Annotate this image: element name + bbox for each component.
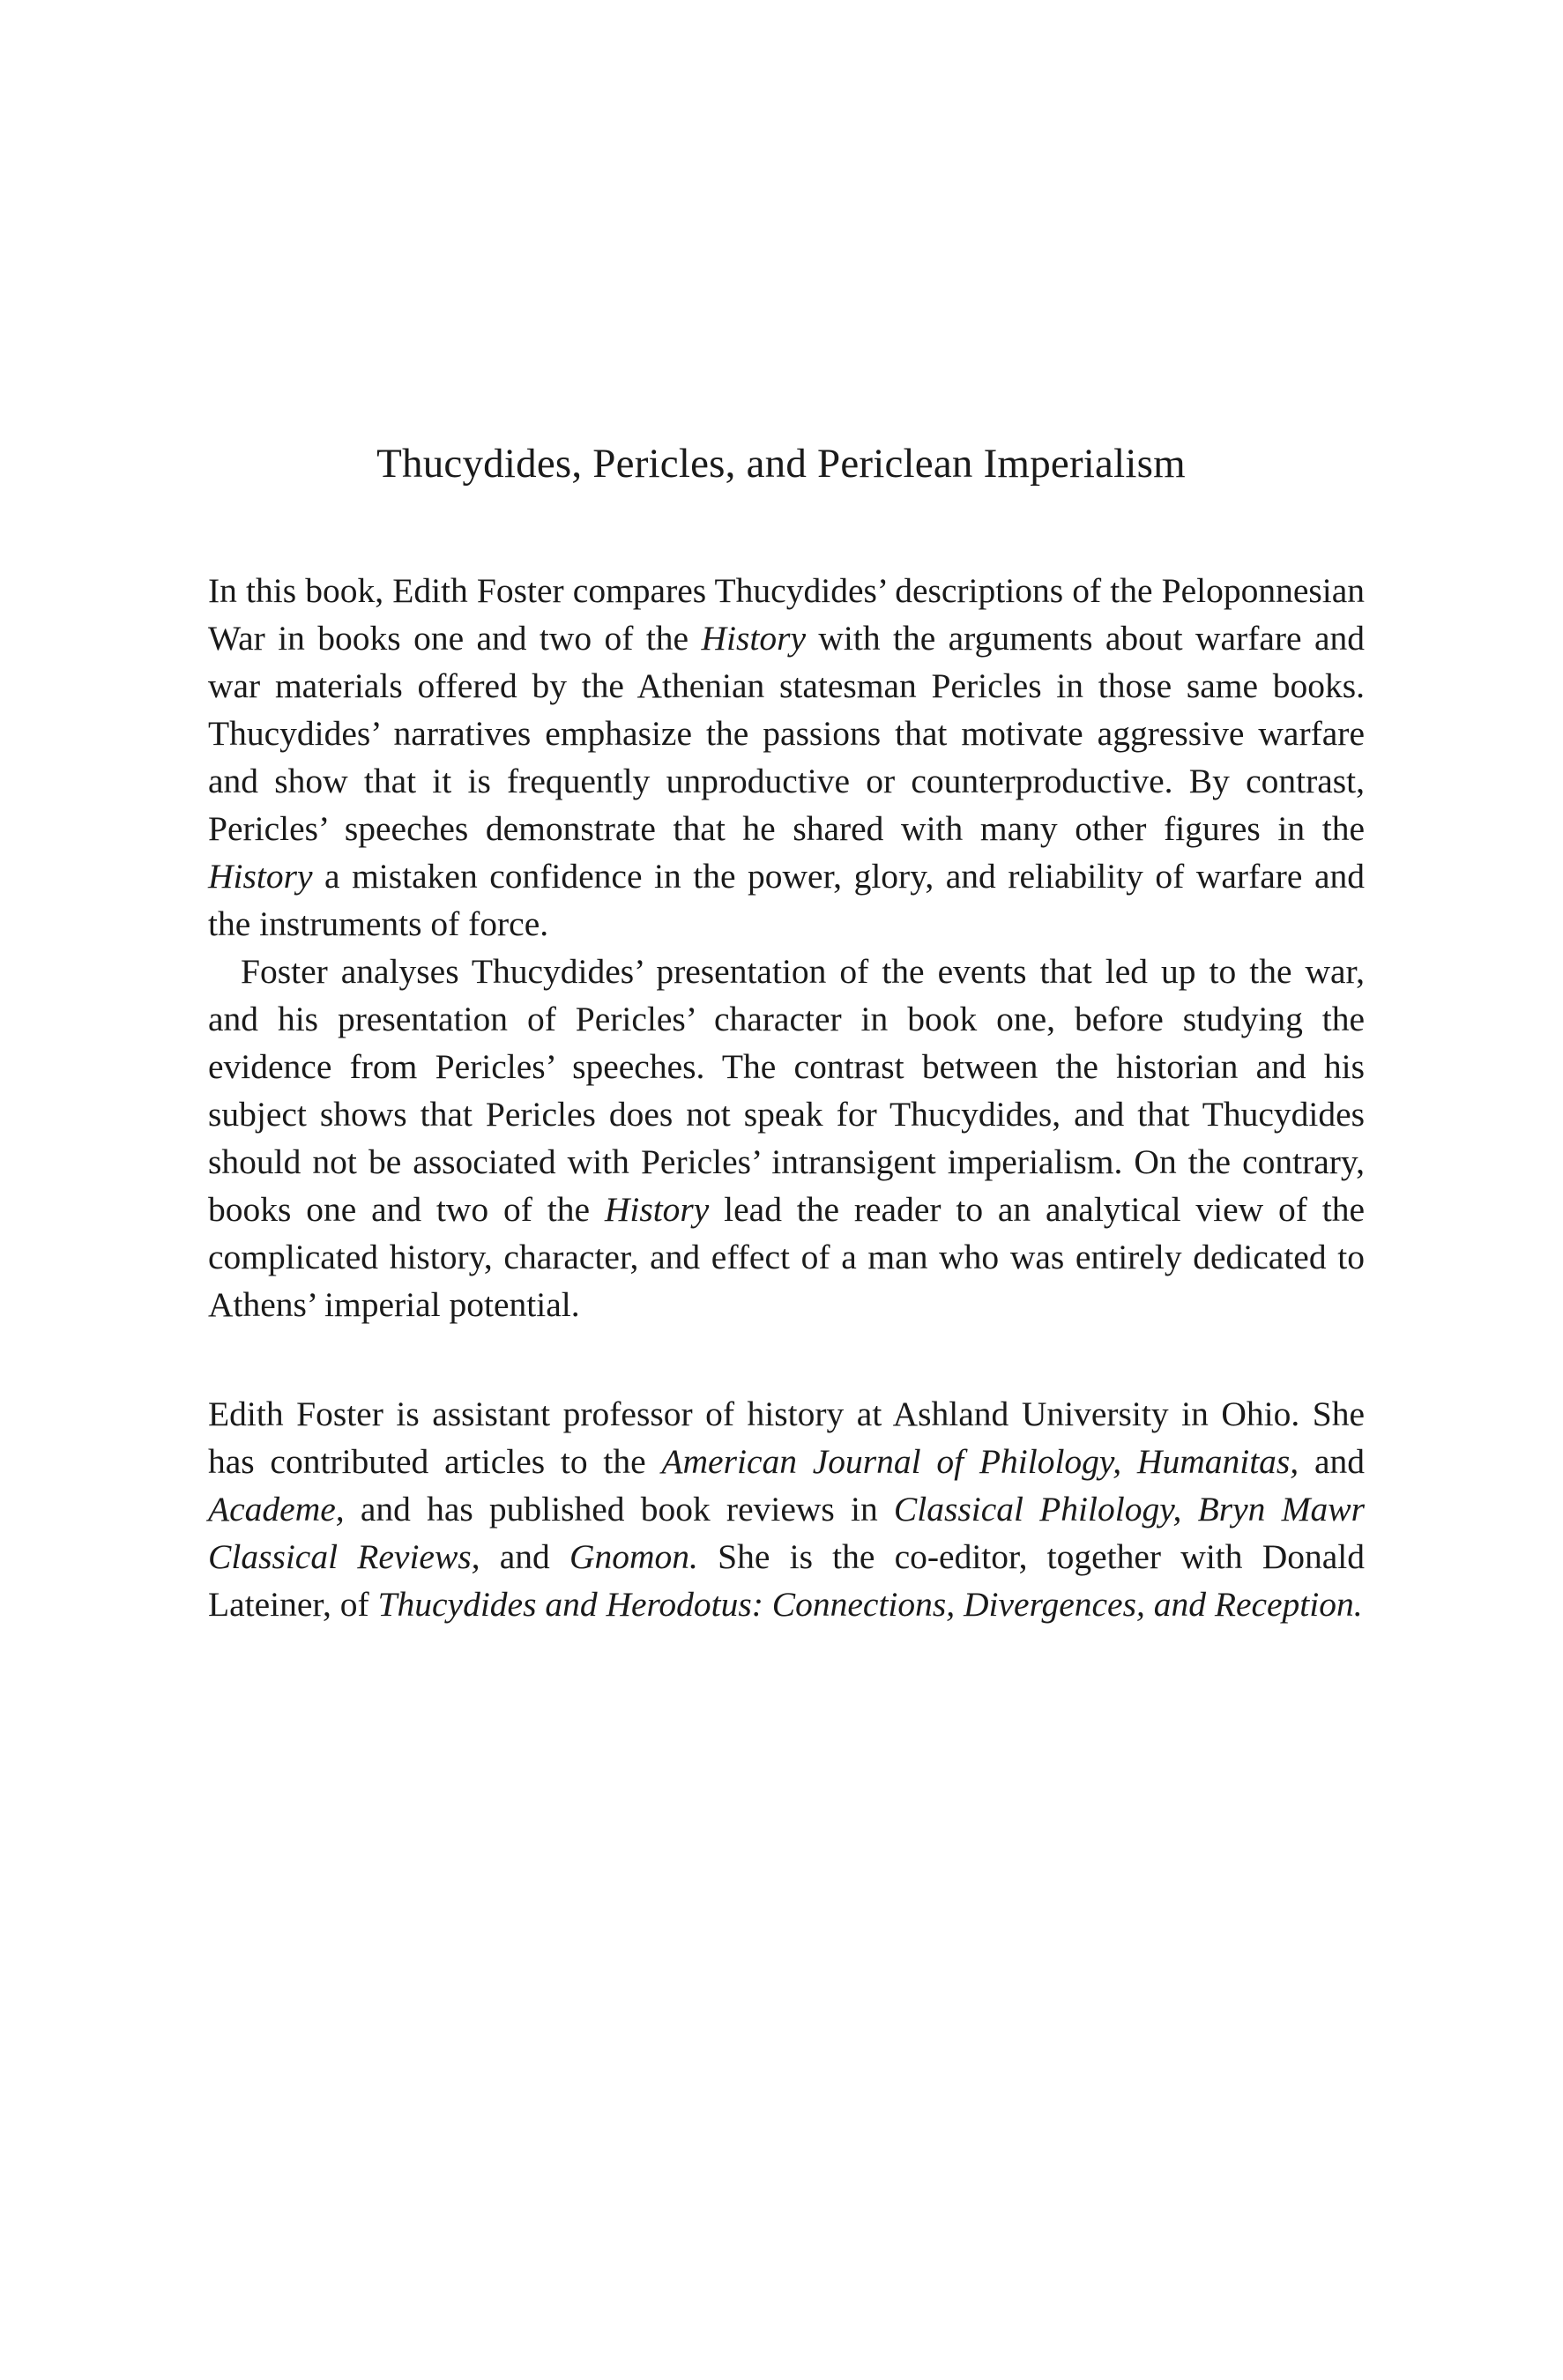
description-paragraph-2 (208, 948, 1365, 1328)
text-run: In this book, Edith Foster compares Thucydides’ descriptions of the Peloponnesian War in books one and two of the (208, 571, 1365, 658)
italic-title: History (604, 1190, 710, 1229)
italic-title: American Journal of Philology, Humanitas, (661, 1442, 1299, 1481)
text-run: and (480, 1537, 569, 1576)
text-run: a mistaken confidence in the power, glory, and reliability of warfare and the instruments of force. (208, 857, 1365, 943)
text-run: and has published book reviews in (344, 1490, 894, 1528)
bio-paragraph (208, 1390, 1365, 1628)
italic-title: Gnomon. (569, 1537, 698, 1576)
text-run: Foster analyses Thucydides’ presentation of the events that led up to the war, and his presentation of Pericles’ character in book one, before studying the evidence from Pericles’ speeches. The contrast between the historian and his subject shows that Pericles does not speak for Thucydides, and that Thucydides should not be associated with Pericles’ intransigent imperialism. On the contrary, books one and two of the (208, 952, 1365, 1229)
text-run: lead the reader to an analytical view of the complicated history, character, and effect of a man who was entirely dedicated to Athens’ imperial potential. (208, 1190, 1365, 1324)
text-run: She is the co-editor, together with Donald Lateiner, of (208, 1537, 1365, 1624)
description-paragraph-1 (208, 567, 1365, 948)
book-title: Thucydides, Pericles, and Periclean Imperialism (376, 441, 1186, 487)
author-bio (208, 1390, 1365, 1628)
italic-title: Thucydides and Herodotus: Connections, Divergences, and Reception. (377, 1585, 1363, 1624)
italic-title: History (701, 619, 806, 658)
italic-title: Academe, (208, 1490, 345, 1528)
text-run: and (1299, 1442, 1365, 1481)
text-run: Edith Foster is assistant professor of history at Ashland University in Ohio. She has contributed articles to the (208, 1395, 1365, 1481)
book-description (208, 567, 1365, 1328)
italic-title: Classical Philology, Bryn Mawr Classical Reviews, (208, 1490, 1365, 1576)
text-run: with the arguments about warfare and war materials offered by the Athenian statesman Pericles in those same books. Thucydides’ narratives emphasize the passions that motivate aggressive warfare and show that it is frequently unproductive or counterproductive. By contrast, Pericles’ speeches demonstrate that he shared with many other figures in the (208, 619, 1365, 848)
italic-title: History (208, 857, 313, 896)
